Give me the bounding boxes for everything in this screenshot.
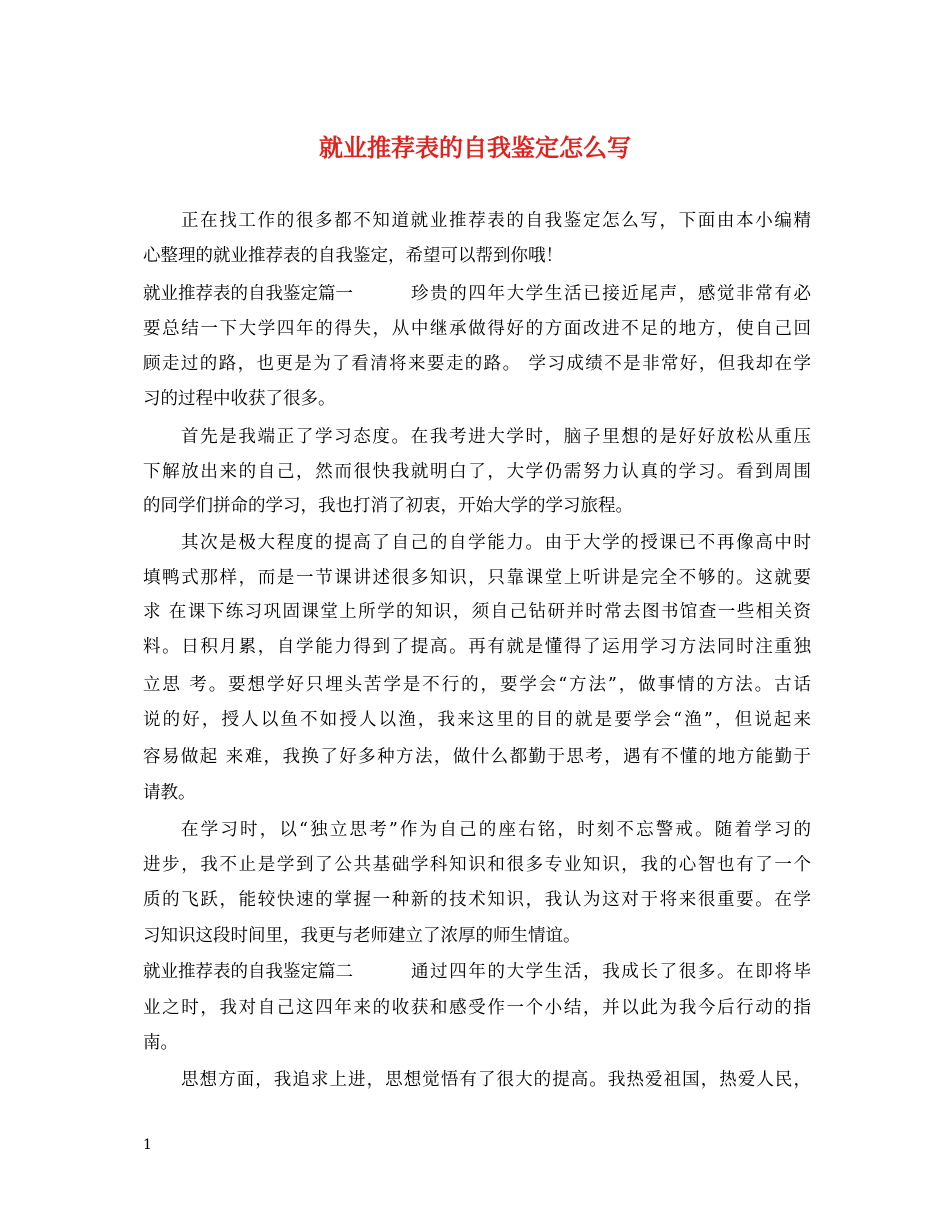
- body-line: 习知识这段时间里，我更与老师建立了浓厚的师生情谊。: [143, 926, 581, 946]
- body-line: 容易做起 来难，我换了好多种方法，做什么都勤于思考，遇有不懂的地方能勤于: [143, 747, 811, 767]
- section-heading-line: [143, 960, 811, 984]
- body-line: 思想方面，我追求上进，思想觉悟有了很大的提高。我热爱祖国，热爱人民，: [181, 1070, 811, 1090]
- body-line: 习的过程中收获了很多。: [143, 389, 336, 409]
- section-heading: 就业推荐表的自我鉴定篇二: [143, 962, 353, 982]
- body-line: 求 在课下练习巩固课堂上所学的知识，须自己钻研并时常去图书馆查一些相关资: [143, 602, 811, 622]
- body-line: 南。: [143, 1033, 178, 1053]
- page-number: 1: [143, 1137, 152, 1153]
- document-title: 就业推荐表的自我鉴定怎么写: [319, 133, 631, 162]
- body-line: 下解放出来的自己，然而很快我就明白了，大学仍需努力认真的学习。看到周围: [143, 462, 811, 482]
- body-line: 心整理的就业推荐表的自我鉴定，希望可以帮到你哦！: [143, 246, 563, 266]
- body-line: 业之时，我对自己这四年来的收获和感受作一个小结，并以此为我今后行动的指: [143, 998, 811, 1018]
- body-line: 填鸭式那样，而是一节课讲述很多知识，只靠课堂上听讲是完全不够的。这就要: [143, 568, 811, 588]
- body-line: 的同学们拼命的学习，我也打消了初衷，开始大学的学习旅程。: [143, 496, 633, 516]
- body-line: 质的飞跃，能较快速的掌握一种新的技术知识，我认为这对于将来很重要。在学: [143, 890, 811, 910]
- body-line: 通过四年的大学生活，我成长了很多。在即将毕: [411, 962, 811, 982]
- body-line: 要总结一下大学四年的得失，从中继承做得好的方面改进不足的地方，使自己回: [143, 319, 811, 339]
- body-line: 在学习时，以“独立思考”作为自己的座右铭，时刻不忘警戒。随着学习的: [181, 820, 811, 840]
- body-line: 正在找工作的很多都不知道就业推荐表的自我鉴定怎么写，下面由本小编精: [181, 211, 811, 231]
- body-line: 进步，我不止是学到了公共基础学科知识和很多专业知识，我的心智也有了一个: [143, 855, 811, 875]
- body-line: 料。日积月累，自学能力得到了提高。再有就是懂得了运用学习方法同时注重独: [143, 637, 811, 657]
- body-line: 首先是我端正了学习态度。在我考进大学时，脑子里想的是好好放松从重压: [181, 427, 811, 447]
- body-line: 说的好，授人以鱼不如授人以渔，我来这里的目的就是要学会“渔”，但说起来: [143, 710, 811, 730]
- section-heading-line: [143, 282, 811, 306]
- body-line: 顾走过的路，也更是为了看清将来要走的路。 学习成绩不是非常好，但我却在学: [143, 354, 811, 374]
- section-heading: 就业推荐表的自我鉴定篇一: [143, 284, 353, 304]
- body-line: 珍贵的四年大学生活已接近尾声，感觉非常有必: [411, 284, 811, 304]
- body-line: 其次是极大程度的提高了自己的自学能力。由于大学的授课已不再像高中时: [181, 533, 811, 553]
- body-line: 立思 考。要想学好只埋头苦学是不行的，要学会“方法”，做事情的方法。古话: [143, 675, 811, 695]
- body-line: 请教。: [143, 783, 196, 803]
